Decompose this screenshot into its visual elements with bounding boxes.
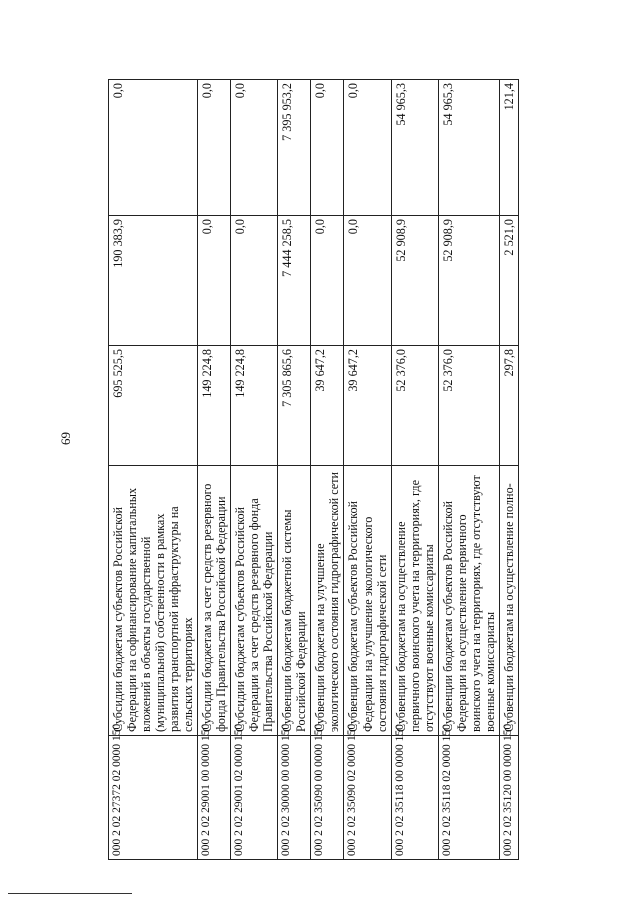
- budget-code: 000 2 02 35118 02 0000 150: [438, 736, 499, 860]
- amount-year-3: 7 395 953,2: [278, 80, 311, 216]
- amount-year-1: 297,8: [499, 346, 518, 466]
- budget-item-name: Субвенции бюджетам субъектов Российской Федерации на осуществление первичного воинского учета на территориях, где отсутствуют военные комиссариаты: [438, 466, 499, 736]
- budget-item-name: Субвенции бюджетам на осуществление первичного воинского учета на территориях, где отсутствуют военные комиссариаты: [391, 466, 438, 736]
- table-row: [278, 80, 311, 860]
- budget-item-name: Субсидии бюджетам субъектов Российской Федерации на софинансирование капитальных вложений в объекты государственной (муниципальной) собственности в рамках развития транспортной инфраструктуры на сельских территориях: [109, 466, 198, 736]
- table-row: [391, 80, 438, 860]
- table-row: [231, 80, 278, 860]
- budget-item-name: Субсидии бюджетам за счет средств резервного фонда Правительства Российской Федерации: [198, 466, 231, 736]
- amount-year-2: 190 383,9: [109, 216, 198, 346]
- budget-code: 000 2 02 29001 02 0000 150: [231, 736, 278, 860]
- budget-code: 000 2 02 35090 02 0000 150: [344, 736, 391, 860]
- amount-year-1: 52 376,0: [391, 346, 438, 466]
- table-row: [109, 80, 198, 860]
- amount-year-1: 7 305 865,6: [278, 346, 311, 466]
- budget-item-name: Субвенции бюджетам бюджетной системы Российской Федерации: [278, 466, 311, 736]
- amount-year-2: 0,0: [231, 216, 278, 346]
- amount-year-3: 121,4: [499, 80, 518, 216]
- footer-divider: [8, 893, 132, 894]
- amount-year-2: 0,0: [198, 216, 231, 346]
- table-row: [499, 80, 518, 860]
- amount-year-1: 149 224,8: [231, 346, 278, 466]
- amount-year-3: 54 965,3: [438, 80, 499, 216]
- amount-year-2: 52 908,9: [391, 216, 438, 346]
- budget-code: 000 2 02 27372 02 0000 150: [109, 736, 198, 860]
- budget-code: 000 2 02 29001 00 0000 150: [198, 736, 231, 860]
- amount-year-1: 39 647,2: [311, 346, 344, 466]
- budget-table-rotated: [108, 60, 628, 860]
- amount-year-2: 2 521,0: [499, 216, 518, 346]
- amount-year-1: 52 376,0: [438, 346, 499, 466]
- amount-year-3: 54 965,3: [391, 80, 438, 216]
- budget-code: 000 2 02 30000 00 0000 150: [278, 736, 311, 860]
- amount-year-3: 0,0: [231, 80, 278, 216]
- budget-table: [108, 79, 519, 860]
- amount-year-3: 0,0: [109, 80, 198, 216]
- budget-code: 000 2 02 35090 00 0000 150: [311, 736, 344, 860]
- amount-year-1: 695 525,5: [109, 346, 198, 466]
- budget-item-name: Субвенции бюджетам на осуществление полно-: [499, 466, 518, 736]
- amount-year-2: 0,0: [311, 216, 344, 346]
- amount-year-2: 0,0: [344, 216, 391, 346]
- budget-item-name: Субвенции бюджетам субъектов Российской Федерации на улучшение экологического состояния гидрографической сети: [344, 466, 391, 736]
- table-row: [198, 80, 231, 860]
- amount-year-1: 39 647,2: [344, 346, 391, 466]
- amount-year-1: 149 224,8: [198, 346, 231, 466]
- table-row: [311, 80, 344, 860]
- budget-item-name: Субвенции бюджетам на улучшение экологического состояния гидрографической сети: [311, 466, 344, 736]
- amount-year-3: 0,0: [311, 80, 344, 216]
- table-row: [438, 80, 499, 860]
- budget-code: 000 2 02 35120 00 0000 150: [499, 736, 518, 860]
- amount-year-2: 52 908,9: [438, 216, 499, 346]
- page-number: 69: [58, 432, 73, 445]
- amount-year-2: 7 444 258,5: [278, 216, 311, 346]
- amount-year-3: 0,0: [344, 80, 391, 216]
- budget-code: 000 2 02 35118 00 0000 150: [391, 736, 438, 860]
- budget-item-name: Субсидии бюджетам субъектов Российской Федерации за счет средств резервного фонда Правительства Российской Федерации: [231, 466, 278, 736]
- amount-year-3: 0,0: [198, 80, 231, 216]
- table-row: [344, 80, 391, 860]
